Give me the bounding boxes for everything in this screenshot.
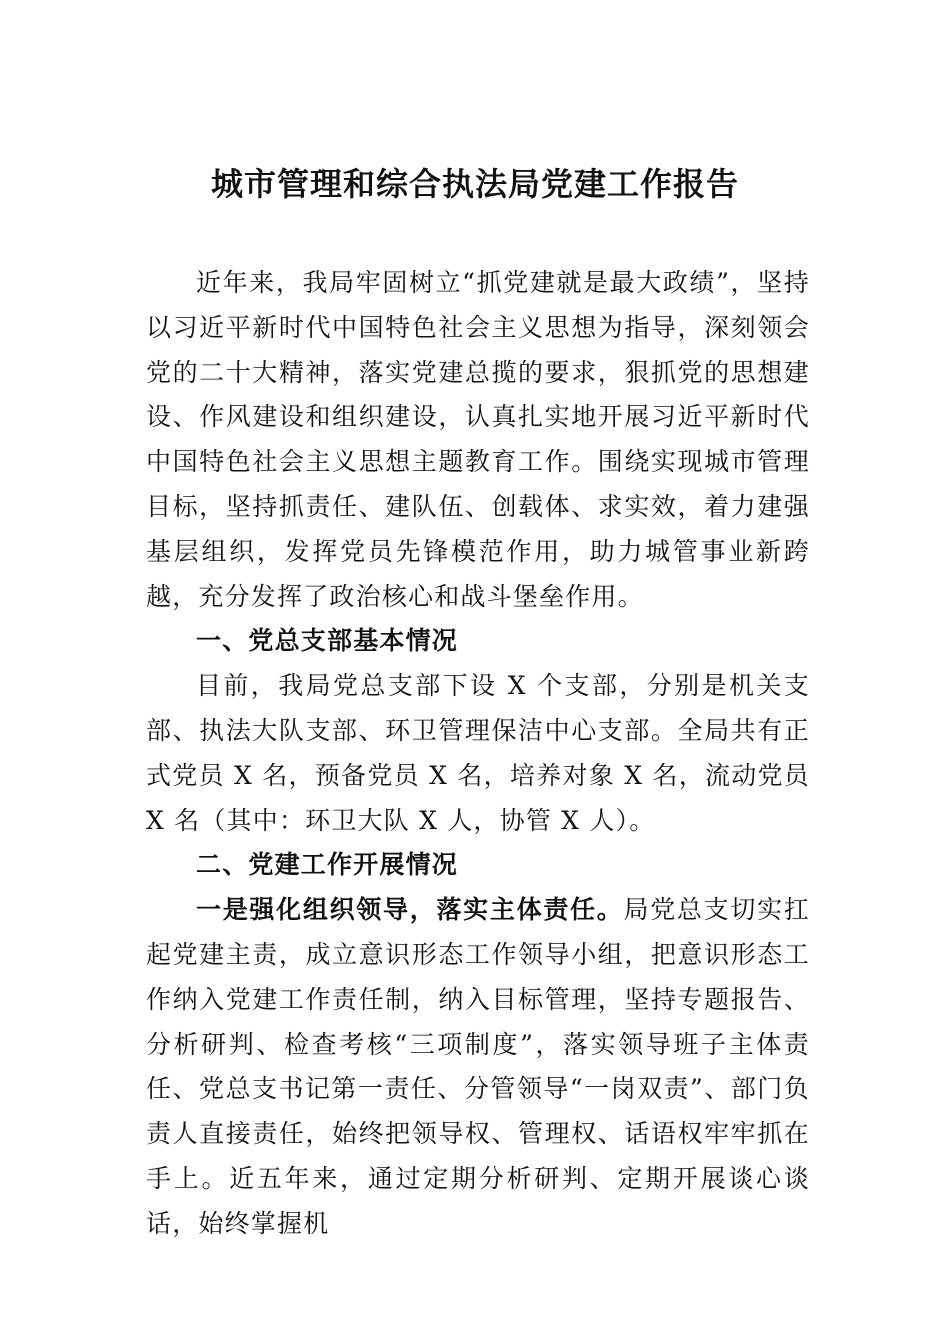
intro-paragraph: 近年来，我局牢固树立“抓党建就是最大政绩”，坚持以习近平新时代中国特色社会主义思想为指导，深刻领会党的二十大精神，落实党建总揽的要求，狠抓党的思想建设、作风建设和组织建设，认真扎实地开展习近平新时代中国特色社会主义思想主题教育工作。围绕实现城市管理目标，坚持抓责任、建队伍、创载体、求实效，着力建强基层组织，发挥党员先锋模范作用，助力城管事业新跨越，充分发挥了政治核心和战斗堡垒作用。 (146, 268, 810, 611)
section-2-item-1-paragraph (146, 888, 810, 1246)
section-2-item-1-lead: 一是强化组织领导，落实主体责任。 (196, 895, 624, 925)
section-2-item-1-text: 局党总支切实扛起党建主责，成立意识形态工作领导小组，把意识形态工作纳入党建工作责任制，纳入目标管理，坚持专题报告、分析研判、检查考核“三项制度”，落实领导班子主体责任、党总支书记第一责任、分管领导“一岗双责”、部门负责人直接责任，始终把领导权、管理权、话语权牢牢抓在手上。近五年来，通过定期分析研判、定期开展谈心谈话，始终掌握机 (146, 895, 811, 1238)
section-1-paragraph: 目前，我局党总支部下设 X 个支部，分别是机关支部、执法大队支部、环卫管理保洁中心支部。全局共有正式党员 X 名，预备党员 X 名，培养对象 X 名，流动党员 X 名（其中：环卫大队 X 人，协管 X 人）。 (146, 671, 810, 835)
document-title: 城市管理和综合执法局党建工作报告 (210, 165, 739, 203)
document-body (146, 261, 810, 1247)
section-2-heading: 二、党建工作开展情况 (196, 850, 459, 880)
section-1-heading: 一、党总支部基本情况 (196, 626, 459, 656)
